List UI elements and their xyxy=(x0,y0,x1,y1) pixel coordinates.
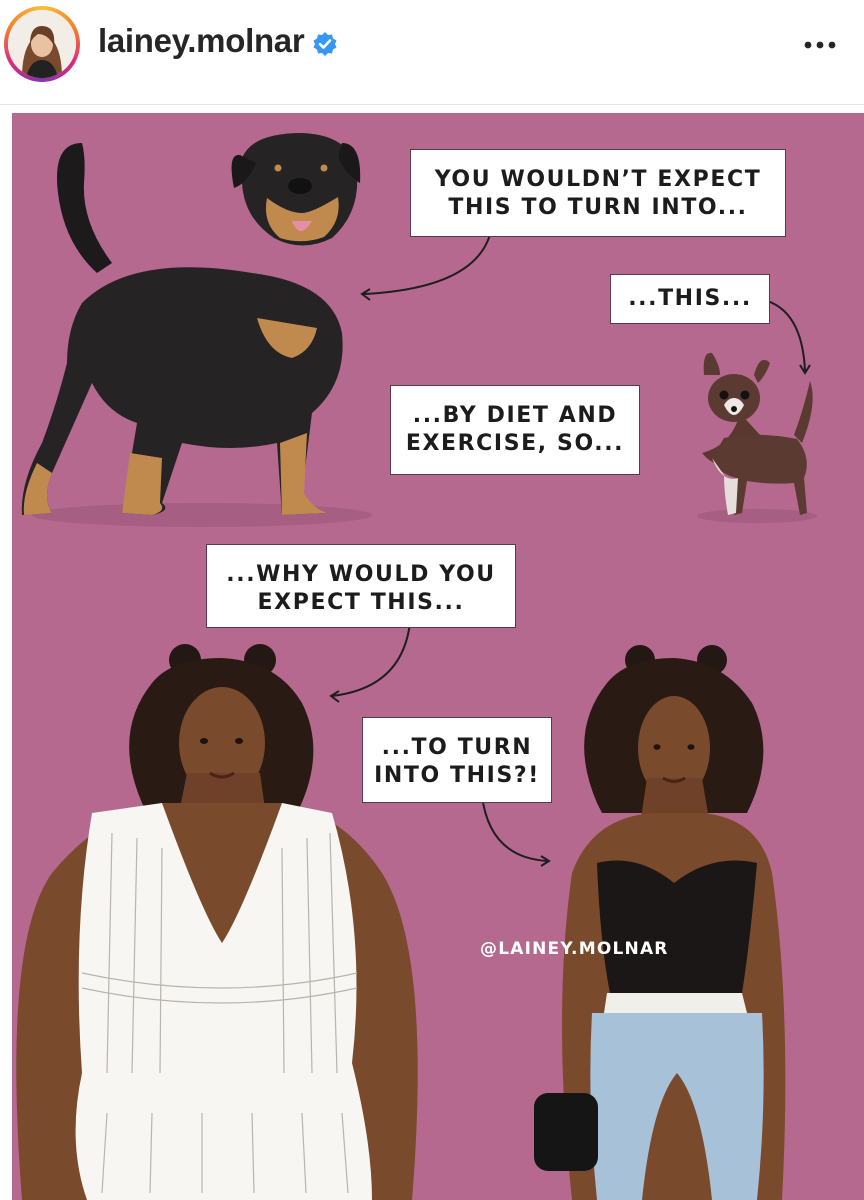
bubble-4-line-1: ...WHY WOULD YOU xyxy=(226,562,496,587)
bubble-1-line-1: YOU WOULDN’T EXPECT xyxy=(434,167,762,192)
right-woman-illustration xyxy=(534,645,785,1200)
speech-bubble-5 xyxy=(362,717,552,803)
chihuahua-illustration xyxy=(702,353,813,515)
left-woman-illustration xyxy=(16,644,417,1200)
speech-bubble-4 xyxy=(206,544,516,628)
post-image[interactable] xyxy=(12,113,864,1200)
bubble-1-line-2: THIS TO TURN INTO... xyxy=(448,195,748,220)
bubble-5-line-1: ...TO TURN xyxy=(381,735,533,760)
speech-bubble-1 xyxy=(410,149,786,237)
post-header xyxy=(0,0,864,105)
watermark: @LAINEY.MOLNAR xyxy=(480,939,669,959)
story-ring[interactable] xyxy=(4,6,80,82)
verified-badge-icon xyxy=(312,31,338,57)
speech-bubble-3 xyxy=(390,385,640,475)
speech-bubble-2 xyxy=(610,274,770,324)
avatar[interactable] xyxy=(8,10,76,78)
bubble-3-line-1: ...BY DIET AND xyxy=(412,403,618,428)
username[interactable]: lainey.molnar xyxy=(98,22,305,59)
more-options-icon[interactable] xyxy=(798,30,842,60)
bubble-2-line-1: ...THIS... xyxy=(628,286,752,311)
rottweiler-illustration xyxy=(22,133,360,515)
bubble-4-line-2: EXPECT THIS... xyxy=(257,590,465,615)
bubble-5-line-2: INTO THIS?! xyxy=(374,763,540,788)
bubble-3-line-2: EXERCISE, SO... xyxy=(405,431,625,456)
